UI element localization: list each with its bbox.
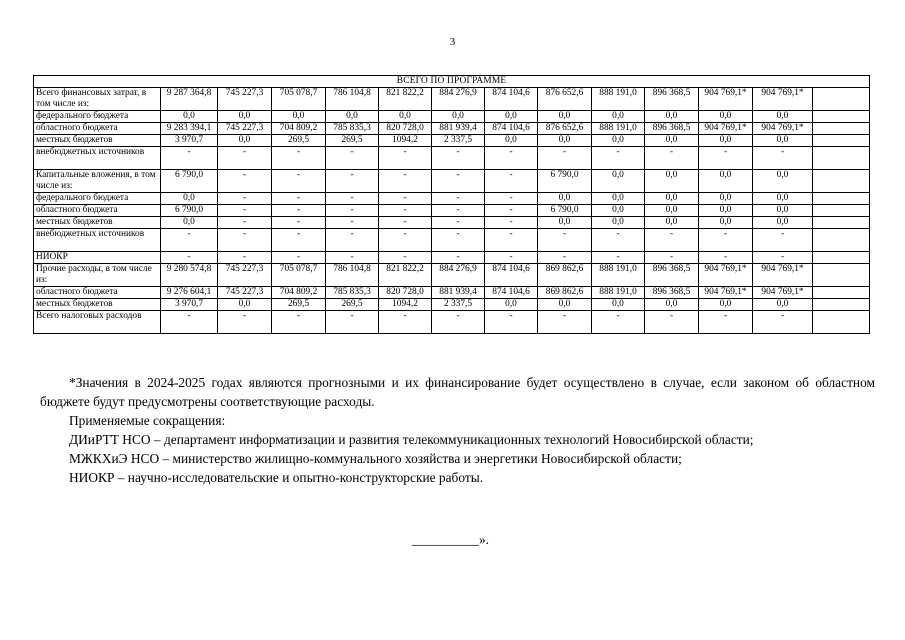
table-cell: - (272, 205, 326, 217)
table-cell: 0,0 (485, 135, 538, 147)
table-row (34, 205, 870, 217)
table-title: ВСЕГО ПО ПРОГРАММЕ (34, 76, 870, 88)
table-cell: 0,0 (592, 217, 645, 229)
table-cell: - (592, 229, 645, 252)
table-cell: 904 769,1* (753, 123, 813, 135)
row-label: областного бюджета (34, 123, 161, 135)
table-cell: - (379, 205, 432, 217)
table-cell (813, 252, 870, 264)
table-cell: - (326, 170, 379, 193)
table-cell: - (432, 229, 485, 252)
table-cell: 904 769,1* (699, 287, 753, 299)
table-cell: 705 078,7 (272, 88, 326, 111)
table-row (34, 193, 870, 205)
row-label: местных бюджетов (34, 217, 161, 229)
table-cell: - (326, 311, 379, 334)
table-cell: 9 280 574,8 (161, 264, 218, 287)
page-number: 3 (449, 36, 456, 48)
table-cell: - (379, 252, 432, 264)
table-cell: - (592, 147, 645, 170)
table-cell: 269,5 (272, 135, 326, 147)
table-cell: 0,0 (538, 299, 592, 311)
table-cell (813, 311, 870, 334)
table-cell: 896 368,5 (645, 123, 699, 135)
table-cell: 888 191,0 (592, 123, 645, 135)
table-row (34, 299, 870, 311)
table-cell: - (432, 193, 485, 205)
table-cell (813, 264, 870, 287)
table-cell: 0,0 (218, 299, 272, 311)
row-label: Капитальные вложения, в том числе из: (34, 170, 161, 193)
table-cell: 820 728,0 (379, 287, 432, 299)
abbreviation-item: ДИиРТТ НСО – департамент информатизации и развития телекоммуникационных технологий Новосибирской области; (69, 432, 754, 447)
table-cell: 0,0 (699, 217, 753, 229)
table-cell: - (432, 205, 485, 217)
table-cell: - (379, 229, 432, 252)
table-cell: - (485, 229, 538, 252)
table-cell: 904 769,1* (699, 88, 753, 111)
table-cell (813, 217, 870, 229)
table-cell: 704 809,2 (272, 123, 326, 135)
table-cell: 0,0 (161, 193, 218, 205)
table-cell: - (272, 252, 326, 264)
table-cell (813, 299, 870, 311)
row-label: местных бюджетов (34, 135, 161, 147)
table-cell: - (379, 193, 432, 205)
row-label: внебюджетных источников (34, 147, 161, 170)
table-cell: - (379, 217, 432, 229)
table-cell: - (699, 229, 753, 252)
table-cell: 704 809,2 (272, 287, 326, 299)
table-cell: 0,0 (645, 217, 699, 229)
table-cell: 0,0 (645, 205, 699, 217)
table-row (34, 252, 870, 264)
table-cell: 2 337,5 (432, 135, 485, 147)
table-cell: - (538, 311, 592, 334)
table-cell: 0,0 (699, 299, 753, 311)
table-cell: 0,0 (699, 135, 753, 147)
table-cell: 0,0 (699, 170, 753, 193)
table-cell: - (326, 229, 379, 252)
table-cell: 0,0 (272, 111, 326, 123)
table-cell: 904 769,1* (699, 123, 753, 135)
table-row (34, 147, 870, 170)
table-cell (813, 193, 870, 205)
table-cell: 6 790,0 (161, 205, 218, 217)
table-cell: 881 939,4 (432, 123, 485, 135)
table-cell: 745 227,3 (218, 287, 272, 299)
table-cell: - (218, 217, 272, 229)
table-row (34, 217, 870, 229)
table-cell: - (218, 147, 272, 170)
table-cell: - (326, 217, 379, 229)
table-cell: 0,0 (645, 111, 699, 123)
table-cell: - (272, 193, 326, 205)
table-cell: 896 368,5 (645, 264, 699, 287)
table-cell: - (485, 252, 538, 264)
table-cell: 785 835,3 (326, 123, 379, 135)
table-cell: 0,0 (326, 111, 379, 123)
table-cell: - (485, 193, 538, 205)
table-cell: 745 227,3 (218, 264, 272, 287)
notes-section (40, 373, 875, 487)
table-cell: 0,0 (218, 135, 272, 147)
table-cell: 904 769,1* (753, 287, 813, 299)
row-label: Прочие расходы, в том числе из: (34, 264, 161, 287)
row-label: местных бюджетов (34, 299, 161, 311)
row-label: областного бюджета (34, 287, 161, 299)
table-cell: 869 862,6 (538, 264, 592, 287)
table-cell: 9 287 364,8 (161, 88, 218, 111)
table-cell (813, 88, 870, 111)
footnote: *Значения в 2024-2025 годах являются прогнозными и их финансирование будет осуществлено в случае, если законом об областном бюджете будут предусмотрены соответствующие расходы. (40, 375, 875, 409)
table-cell: - (432, 170, 485, 193)
table-cell: 874 104,6 (485, 264, 538, 287)
table-cell: - (272, 217, 326, 229)
table-cell: 6 790,0 (538, 170, 592, 193)
table-cell: 0,0 (645, 193, 699, 205)
table-cell: - (485, 147, 538, 170)
row-label: Всего финансовых затрат, в том числе из: (34, 88, 161, 111)
table-row (34, 264, 870, 287)
table-cell: - (161, 252, 218, 264)
table-cell: 6 790,0 (538, 205, 592, 217)
table-cell: - (272, 170, 326, 193)
table-cell: - (645, 229, 699, 252)
table-row (34, 311, 870, 334)
table-cell: 0,0 (538, 193, 592, 205)
table-cell: - (699, 311, 753, 334)
table-cell: 0,0 (592, 135, 645, 147)
table-cell: 874 104,6 (485, 88, 538, 111)
table-cell: 0,0 (592, 170, 645, 193)
table-cell: 0,0 (538, 111, 592, 123)
table-cell: 0,0 (753, 217, 813, 229)
table-cell: 785 835,3 (326, 287, 379, 299)
table-cell: 869 862,6 (538, 287, 592, 299)
table-cell: 0,0 (485, 111, 538, 123)
table-cell: 786 104,8 (326, 88, 379, 111)
table-row (34, 287, 870, 299)
table-cell: 269,5 (272, 299, 326, 311)
abbreviation-item: МЖКХиЭ НСО – министерство жилищно-коммунального хозяйства и энергетики Новосибирской области; (69, 451, 682, 466)
table-cell (813, 170, 870, 193)
table-cell: - (379, 170, 432, 193)
abbreviations-heading: Применяемые сокращения: (69, 413, 226, 428)
table-cell: 0,0 (432, 111, 485, 123)
table-cell: - (218, 252, 272, 264)
table-cell: 0,0 (592, 193, 645, 205)
table-cell: 9 276 604,1 (161, 287, 218, 299)
table-cell: 0,0 (645, 135, 699, 147)
table-cell: 0,0 (592, 299, 645, 311)
table-cell: - (538, 252, 592, 264)
table-cell: - (326, 205, 379, 217)
table-cell (813, 135, 870, 147)
table-cell: - (272, 311, 326, 334)
table-cell: - (753, 147, 813, 170)
table-cell: 269,5 (326, 135, 379, 147)
table-cell (813, 229, 870, 252)
table-cell: - (218, 170, 272, 193)
table-cell: 705 078,7 (272, 264, 326, 287)
table-cell: 0,0 (753, 193, 813, 205)
table-cell: - (645, 147, 699, 170)
table-cell: 904 769,1* (753, 88, 813, 111)
table-cell: 0,0 (161, 111, 218, 123)
table-cell: 0,0 (485, 299, 538, 311)
program-budget-table (33, 75, 870, 334)
table-cell: 2 337,5 (432, 299, 485, 311)
table-cell: 876 652,6 (538, 123, 592, 135)
table-cell: - (592, 311, 645, 334)
table-cell: - (485, 205, 538, 217)
table-cell: - (218, 311, 272, 334)
table-cell: 896 368,5 (645, 287, 699, 299)
table-cell: 6 790,0 (161, 170, 218, 193)
table-cell: 0,0 (753, 299, 813, 311)
table-row (34, 111, 870, 123)
table-cell: 3 970,7 (161, 299, 218, 311)
table-cell: - (699, 252, 753, 264)
table-cell (813, 287, 870, 299)
table-cell: 821 822,2 (379, 88, 432, 111)
table-cell: 821 822,2 (379, 264, 432, 287)
table-cell: - (218, 193, 272, 205)
table-cell: - (326, 147, 379, 170)
table-cell: 269,5 (326, 299, 379, 311)
table-cell: - (218, 229, 272, 252)
table-cell: - (326, 193, 379, 205)
table-cell: 786 104,8 (326, 264, 379, 287)
table-row (34, 88, 870, 111)
table-cell: 1094,2 (379, 299, 432, 311)
table-cell: - (272, 147, 326, 170)
table-cell: - (272, 229, 326, 252)
table-cell: - (379, 311, 432, 334)
table-cell: 874 104,6 (485, 123, 538, 135)
row-label: федерального бюджета (34, 193, 161, 205)
table-cell: 896 368,5 (645, 88, 699, 111)
table-cell: - (326, 252, 379, 264)
table-cell: 904 769,1* (753, 264, 813, 287)
table-cell: 884 276,9 (432, 88, 485, 111)
table-cell: - (432, 217, 485, 229)
table-cell: 874 104,6 (485, 287, 538, 299)
row-label: областного бюджета (34, 205, 161, 217)
table-cell: 0,0 (699, 205, 753, 217)
table-cell: - (485, 311, 538, 334)
table-cell: 0,0 (538, 135, 592, 147)
table-cell: 888 191,0 (592, 264, 645, 287)
table-cell: 3 970,7 (161, 135, 218, 147)
table-cell: - (645, 252, 699, 264)
table-cell: - (161, 311, 218, 334)
table-cell: 0,0 (753, 111, 813, 123)
table-cell: - (485, 217, 538, 229)
table-cell: 820 728,0 (379, 123, 432, 135)
table-cell: 888 191,0 (592, 88, 645, 111)
table-cell: - (753, 252, 813, 264)
table-cell: 0,0 (379, 111, 432, 123)
table-cell: 904 769,1* (699, 264, 753, 287)
table-cell: - (592, 252, 645, 264)
table-cell (813, 147, 870, 170)
table-cell: - (753, 311, 813, 334)
table-cell: - (218, 205, 272, 217)
table-cell: 0,0 (161, 217, 218, 229)
table-cell: 888 191,0 (592, 287, 645, 299)
table-cell: 0,0 (645, 299, 699, 311)
table-cell: 0,0 (753, 170, 813, 193)
table-cell: 745 227,3 (218, 123, 272, 135)
table-cell: - (432, 147, 485, 170)
table-cell: 0,0 (699, 111, 753, 123)
table-cell: 0,0 (592, 111, 645, 123)
table-row (34, 170, 870, 193)
table-cell (813, 205, 870, 217)
table-cell: - (161, 229, 218, 252)
table-cell: 745 227,3 (218, 88, 272, 111)
table-cell: - (699, 147, 753, 170)
table-cell: 884 276,9 (432, 264, 485, 287)
table-cell: 881 939,4 (432, 287, 485, 299)
table-cell (813, 123, 870, 135)
table-cell: 876 652,6 (538, 88, 592, 111)
table-cell: - (161, 147, 218, 170)
table-cell: - (485, 170, 538, 193)
table-cell: - (645, 311, 699, 334)
row-label: Всего налоговых расходов (34, 311, 161, 334)
table-cell: 0,0 (592, 205, 645, 217)
table-cell: - (753, 229, 813, 252)
row-label: федерального бюджета (34, 111, 161, 123)
table-cell: 0,0 (753, 135, 813, 147)
table-cell: - (379, 147, 432, 170)
table-cell: 1094,2 (379, 135, 432, 147)
table-cell: 0,0 (538, 217, 592, 229)
table-cell: - (538, 147, 592, 170)
row-label: внебюджетных источников (34, 229, 161, 252)
table-cell: 0,0 (699, 193, 753, 205)
table-title-row (34, 76, 870, 88)
table-cell: 0,0 (753, 205, 813, 217)
table-cell: - (538, 229, 592, 252)
table-row (34, 135, 870, 147)
table-row (34, 123, 870, 135)
table-cell: - (432, 311, 485, 334)
table-cell: 0,0 (218, 111, 272, 123)
table-row (34, 229, 870, 252)
closing-mark: __________». (412, 532, 489, 547)
table-cell: 0,0 (645, 170, 699, 193)
table-cell (813, 111, 870, 123)
table-cell: - (432, 252, 485, 264)
table-cell: 9 283 394,1 (161, 123, 218, 135)
abbreviation-item: НИОКР – научно-исследовательские и опытно-конструкторские работы. (69, 470, 484, 485)
row-label: НИОКР (34, 252, 161, 264)
